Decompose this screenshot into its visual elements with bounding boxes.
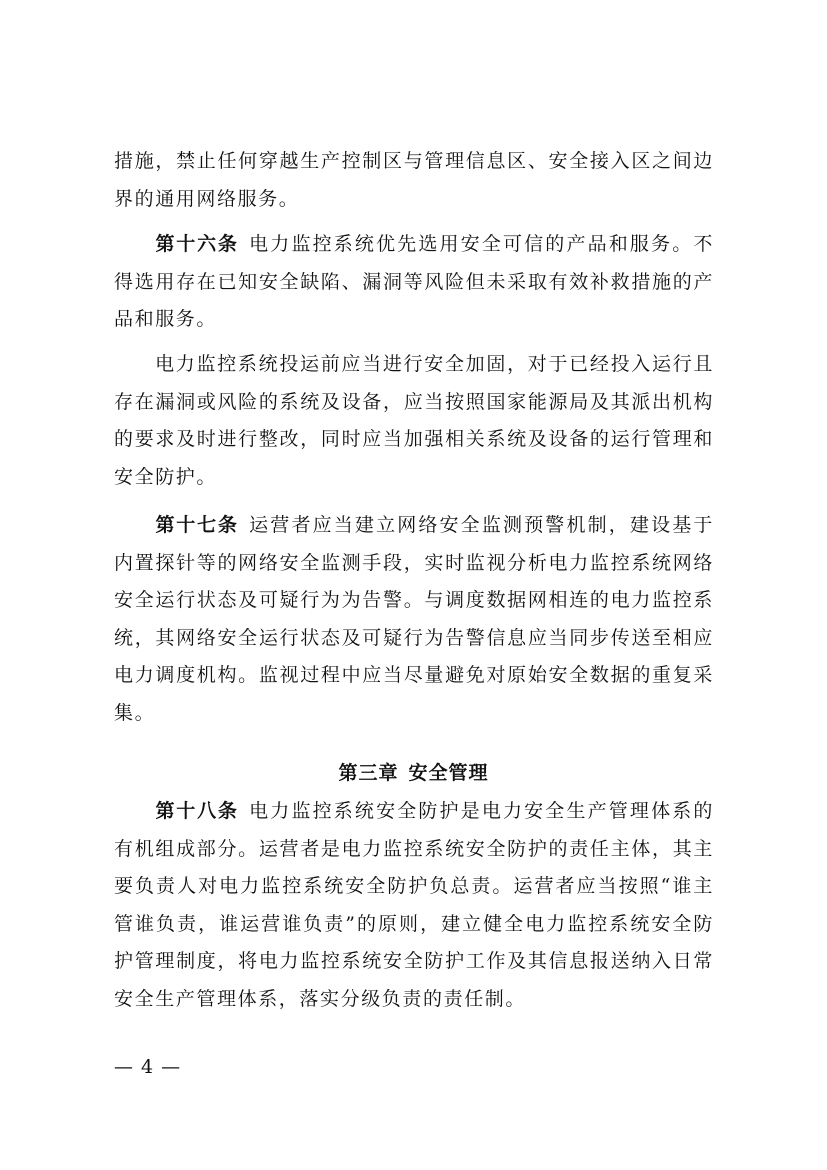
paragraph-text: 措施，禁止任何穿越生产控制区与管理信息区、安全接入区之间边界的通用网络服务。 bbox=[114, 150, 714, 210]
paragraph-continuation bbox=[114, 143, 714, 218]
article-16-paragraph-2 bbox=[114, 346, 714, 496]
footer-dash-left: — bbox=[114, 1056, 133, 1078]
article-18-heading: 第十八条 bbox=[155, 800, 239, 822]
article-16-paragraph bbox=[114, 226, 714, 339]
article-16-heading: 第十六条 bbox=[155, 233, 239, 255]
article-17-text: 运营者应当建立网络安全监测预警机制，建设基于内置探针等的网络安全监测手段，实时监视分析电力监控系统网络安全运行状态及可疑行为为告警。与调度数据网相连的电力监控系统，其网络安全运行状态及可疑行为告警信息应当同步传送至相应电力调度机构。监视过程中应当尽量避免对原始安全数据的重复采集。 bbox=[114, 514, 714, 724]
page-footer bbox=[114, 1052, 180, 1082]
chapter-heading bbox=[0, 758, 827, 788]
chapter-number: 第三章 bbox=[338, 762, 399, 784]
article-18-text: 电力监控系统安全防护是电力安全生产管理体系的有机组成部分。运营者是电力监控系统安全防护的责任主体，其主要负责人对电力监控系统安全防护负总责。运营者应当按照“谁主管谁负责，谁运营谁负责”的原则，建立健全电力监控系统安全防护管理制度，将电力监控系统安全防护工作及其信息报送纳入日常安全生产管理体系，落实分级负责的责任制。 bbox=[114, 800, 714, 1010]
article-16-text-2: 电力监控系统投运前应当进行安全加固，对于已经投入运行且存在漏洞或风险的系统及设备，应当按照国家能源局及其派出机构的要求及时进行整改，同时应当加强相关系统及设备的运行管理和安全防护。 bbox=[114, 353, 714, 488]
article-18-paragraph bbox=[114, 793, 714, 1018]
article-16-text: 电力监控系统优先选用安全可信的产品和服务。不得选用存在已知安全缺陷、漏洞等风险但未采取有效补救措施的产品和服务。 bbox=[114, 233, 714, 330]
article-17-paragraph bbox=[114, 507, 714, 732]
chapter-title: 安全管理 bbox=[408, 762, 489, 784]
page-number: 4 bbox=[141, 1056, 154, 1078]
footer-dash-right: — bbox=[161, 1056, 181, 1078]
article-17-heading: 第十七条 bbox=[155, 514, 239, 536]
